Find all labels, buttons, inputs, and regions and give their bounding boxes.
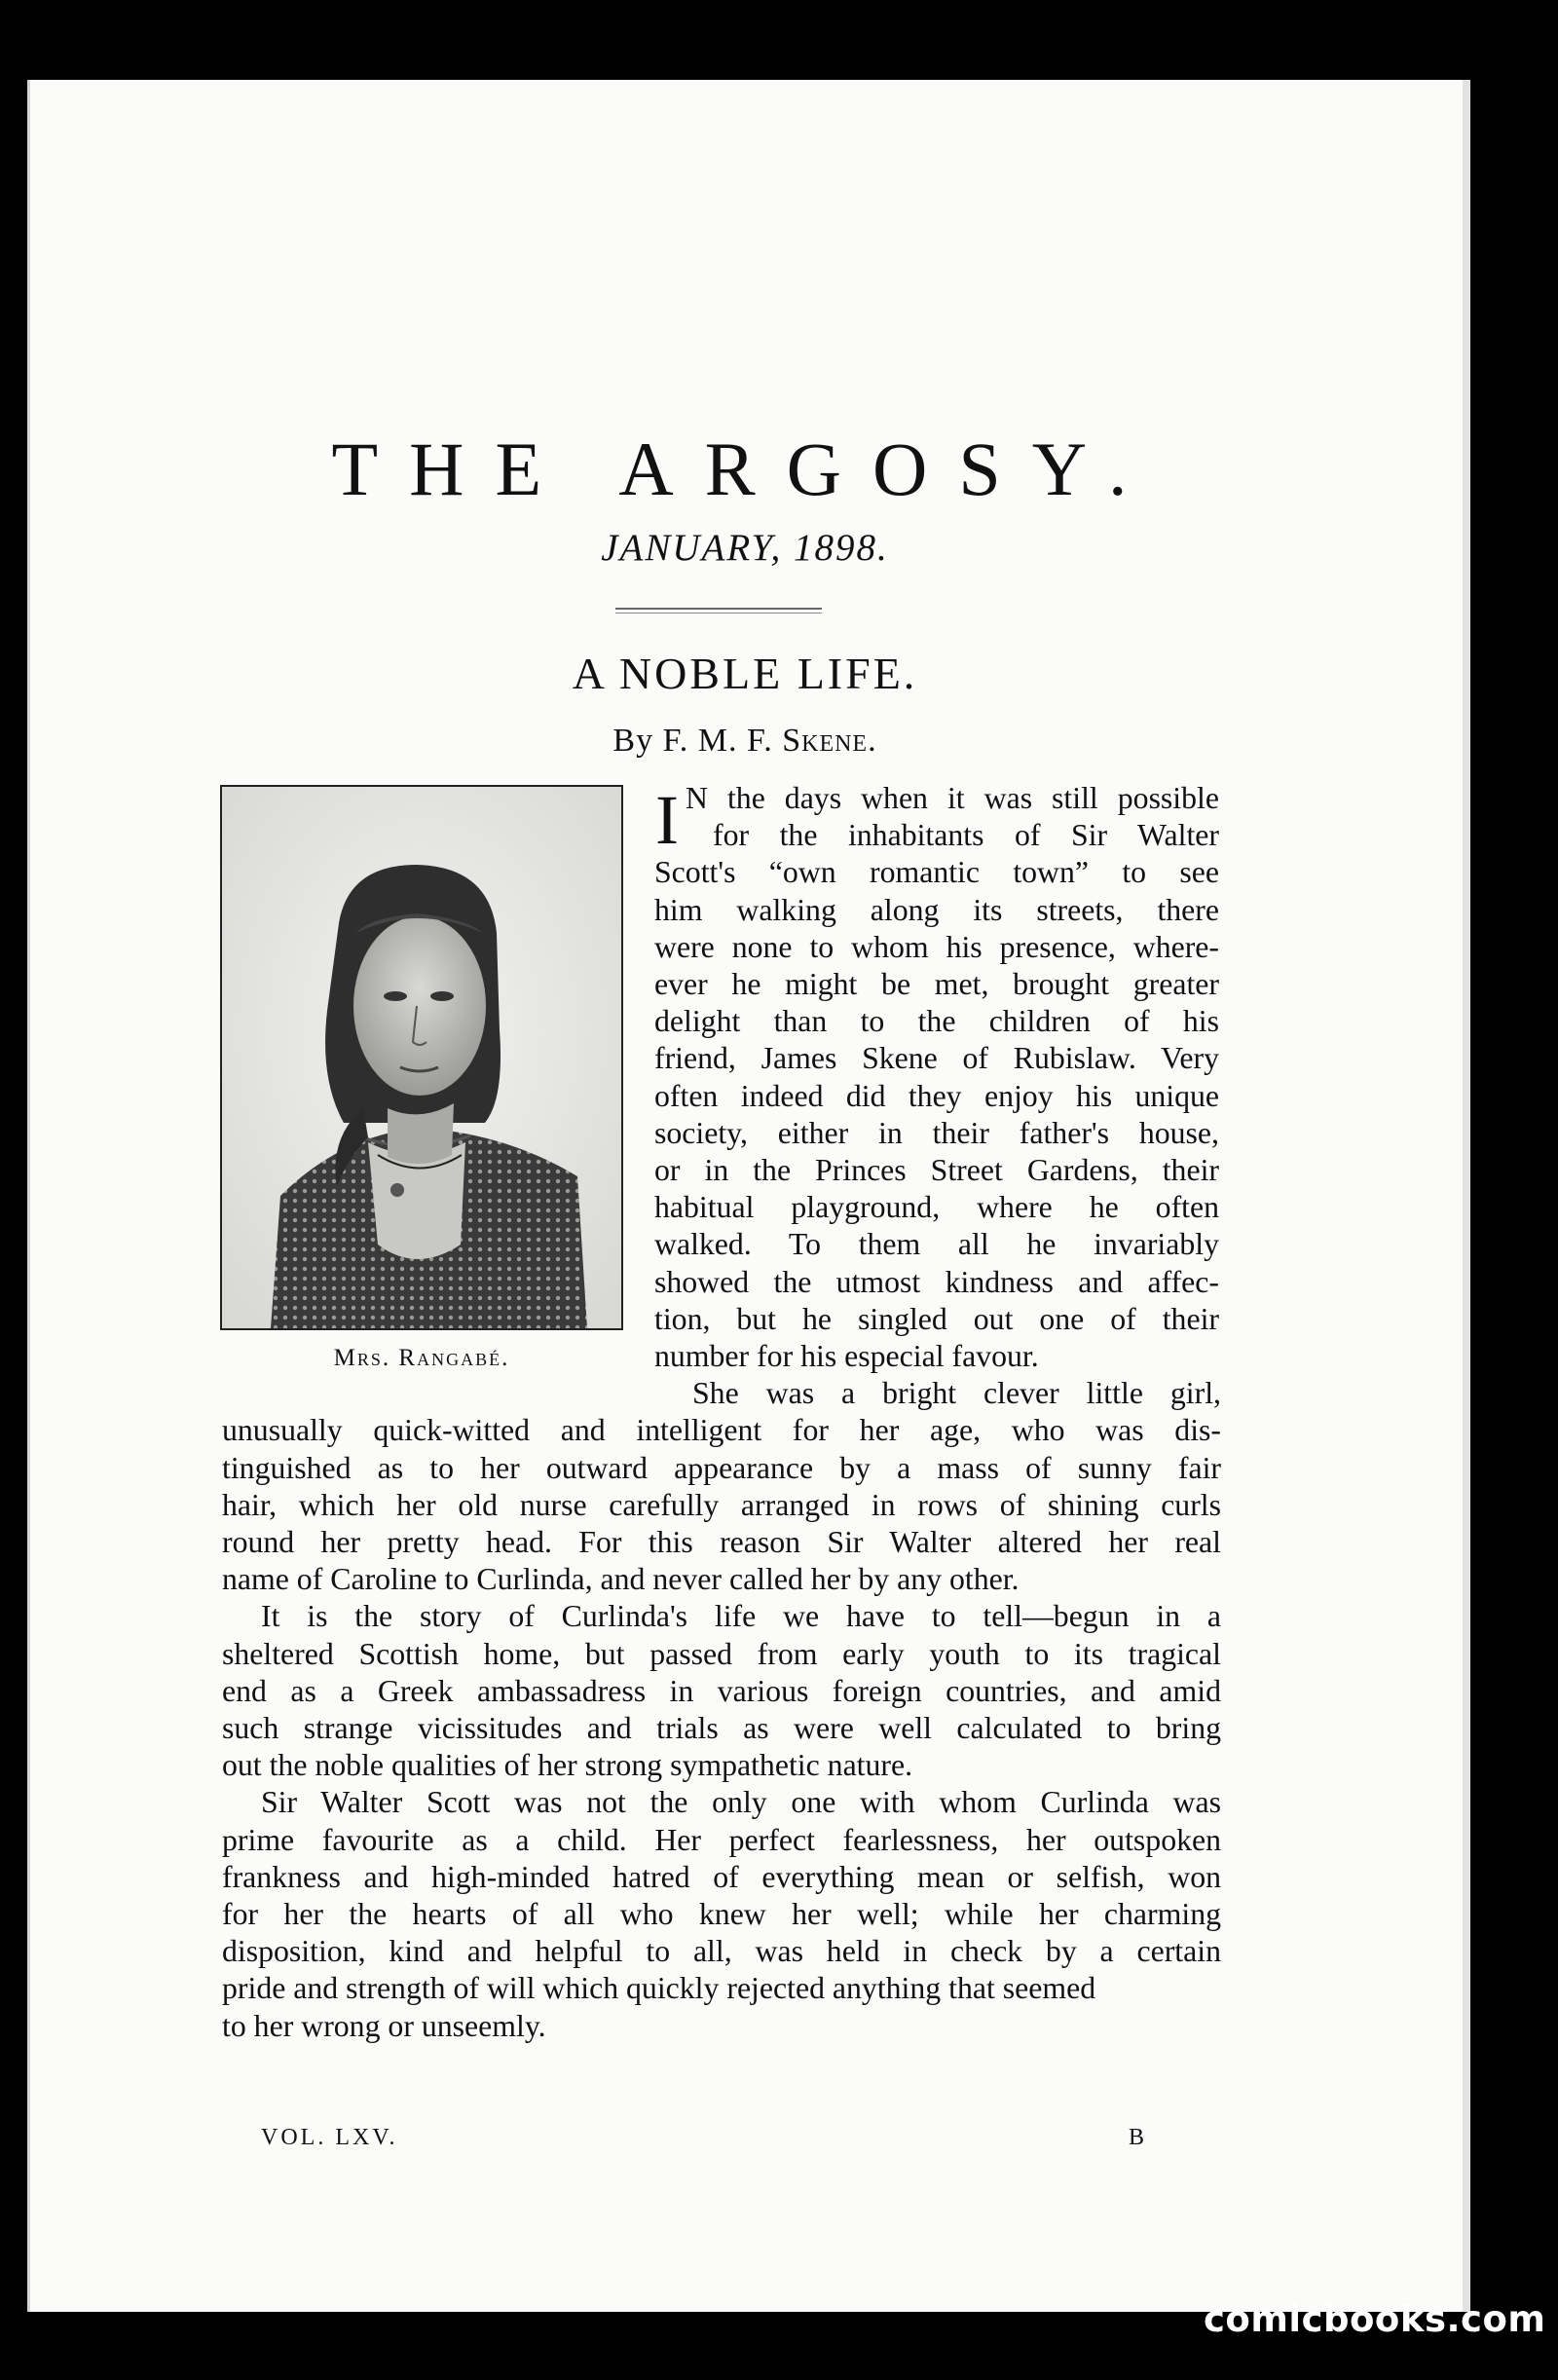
text-line: disposition, kind and helpful to all, was held in check by a certain — [222, 1934, 1221, 1969]
signature-mark: B — [1129, 2125, 1145, 2150]
text-line: ever he might be met, brought greater — [654, 967, 1219, 1001]
text-line: Sir Walter Scott was not the only one with whom Curlinda was — [261, 1785, 1221, 1820]
drop-cap: I — [655, 781, 679, 859]
text-line: It is the story of Curlinda's life we have to tell—begun in a — [261, 1599, 1221, 1634]
text-line: society, either in their father's house, — [654, 1115, 1219, 1150]
volume-number: VOL. LXV. — [261, 2125, 398, 2150]
text-line: end as a Greek ambassadress in various foreign countries, and amid — [222, 1673, 1221, 1708]
text-line: Scott's “own romantic town” to see — [654, 855, 1219, 890]
text-line: hair, which her old nurse carefully arranged in rows of shining curls — [222, 1487, 1221, 1522]
text-line: for her the hearts of all who knew her well; while her charming — [222, 1897, 1221, 1931]
page-edge — [1463, 80, 1470, 2312]
page-spine — [27, 80, 30, 2312]
text-line: sheltered Scottish home, but passed from early youth to its tragical — [222, 1636, 1221, 1671]
text-line: walked. To them all he invariably — [654, 1227, 1219, 1262]
article-title: A NOBLE LIFE. — [572, 649, 918, 698]
text-line: delight than to the children of his — [654, 1004, 1219, 1039]
magazine-title: THE ARGOSY. — [331, 427, 1159, 511]
site-watermark: comicbooks.com — [1204, 2298, 1546, 2340]
text-line: frankness and high-minded hatred of everything mean or selfish, won — [222, 1859, 1221, 1894]
text-line: tinguished as to her outward appearance by a mass of sunny fair — [222, 1450, 1221, 1485]
text-line: round her pretty head. For this reason Sir Walter altered her real — [222, 1525, 1221, 1559]
magazine-page — [27, 80, 1463, 2312]
text-line: prime favourite as a child. Her perfect fearlessness, her outspoken — [222, 1822, 1221, 1857]
text-line: pride and strength of will which quickly rejected anything that seemed — [222, 1971, 1096, 2006]
byline-author: F. M. F. Skene. — [662, 723, 877, 759]
masthead-divider — [615, 608, 822, 614]
text-line: out the noble qualities of her strong sympathetic nature. — [222, 1748, 913, 1783]
portrait-illustration — [222, 787, 621, 1328]
text-line: were none to whom his presence, where- — [654, 929, 1219, 964]
byline-prefix: By — [612, 723, 654, 759]
text-line: tion, but he singled out one of their — [654, 1301, 1219, 1336]
text-line: such strange vicissitudes and trials as were well calculated to bring — [222, 1711, 1221, 1745]
text-line: often indeed did they enjoy his unique — [654, 1078, 1219, 1113]
text-line: name of Caroline to Curlinda, and never called her by any other. — [222, 1562, 1020, 1597]
text-line: N the days when it was still possible — [686, 781, 1219, 815]
text-line: him walking along its streets, there — [654, 892, 1219, 927]
byline — [27, 723, 1463, 760]
text-line: for the inhabitants of Sir Walter — [713, 818, 1219, 853]
text-line: friend, James Skene of Rubislaw. Very — [654, 1041, 1219, 1076]
text-line: to her wrong or unseemly. — [222, 2008, 546, 2043]
text-line: showed the utmost kindness and affec- — [654, 1264, 1219, 1299]
text-line: habitual playground, where he often — [654, 1190, 1219, 1225]
text-line: unusually quick-witted and intelligent for her age, who was dis- — [222, 1413, 1221, 1448]
portrait-photo — [220, 785, 623, 1330]
text-line: or in the Princes Street Gardens, their — [654, 1153, 1219, 1187]
text-line: She was a bright clever little girl, — [692, 1376, 1221, 1411]
text-line: number for his especial favour. — [654, 1339, 1039, 1373]
image-caption: Mrs. Rangabé. — [333, 1345, 510, 1371]
issue-date: JANUARY, 1898. — [601, 527, 889, 569]
